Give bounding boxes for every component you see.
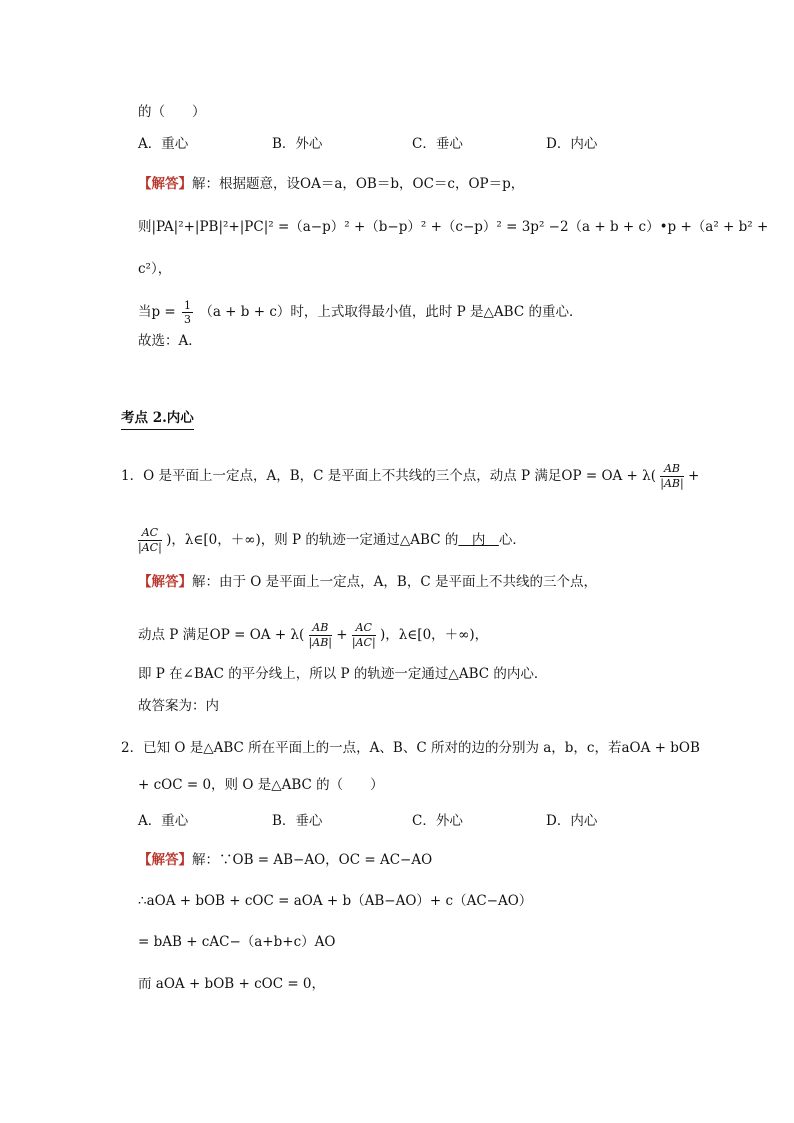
ab-denominator: |AB| bbox=[308, 636, 332, 649]
q1-solution-line-2 bbox=[138, 621, 488, 650]
option-c: C．垂心 bbox=[412, 136, 463, 152]
ac-denominator: |AC| bbox=[351, 636, 376, 649]
q1-solution-suffix: )，λ∈[0，＋∞)， bbox=[379, 627, 489, 643]
q1-solution-line-3: 即 P 在∠BAC 的平分线上，所以 P 的轨迹一定通过△ABC 的内心． bbox=[138, 666, 548, 682]
ac-numerator: AC bbox=[352, 621, 376, 636]
choice-line: 故选：A． bbox=[138, 333, 202, 349]
q2-option-b: B．垂心 bbox=[272, 813, 323, 829]
plus-sign: + bbox=[336, 627, 348, 643]
option-a: A．重心 bbox=[138, 136, 189, 152]
solution-line bbox=[138, 176, 524, 192]
ac-denominator: |AC| bbox=[138, 541, 162, 554]
q2-option-a: A．重心 bbox=[138, 813, 189, 829]
q1-solution-text: 解：由于 O 是平面上一定点，A，B，C 是平面上不共线的三个点， bbox=[192, 574, 597, 590]
expansion-line-2: c²）， bbox=[138, 261, 172, 277]
option-b: B．外心 bbox=[272, 136, 323, 152]
q2-solution-line-3: = bAB + cAC−（a+b+c）AO bbox=[138, 934, 336, 950]
minimum-suffix: （a + b + c）时，上式取得最小值，此时 P 是△ABC 的重心． bbox=[199, 304, 583, 320]
ac-unit-vector bbox=[352, 621, 376, 650]
q2-option-d: D．内心 bbox=[546, 813, 598, 829]
q2-solution-line-1 bbox=[138, 852, 432, 868]
q2-option-c: C．外心 bbox=[412, 813, 463, 829]
answer-label: 【解答】 bbox=[138, 574, 192, 590]
answer-blank: 内 bbox=[458, 532, 499, 548]
q1-stem-prefix: 1．O 是平面上一定点，A，B，C 是平面上不共线的三个点，动点 P 满足OP = OA + λ( bbox=[121, 468, 656, 484]
q2-solution-text: 解：∵OB = AB−AO，OC = AC−AO bbox=[192, 852, 433, 868]
q2-stem-line-2: + cOC = 0，则 O 是△ABC 的（ ） bbox=[138, 777, 384, 793]
q2-stem-line-1: 2．已知 O 是△ABC 所在平面上的一点，A、B、C 所对的边的分别为 a，b，c，若aOA + bOB bbox=[121, 740, 700, 756]
minimum-line bbox=[138, 299, 582, 326]
ab-unit-vector bbox=[309, 621, 332, 650]
q1-solution-line-1 bbox=[138, 574, 597, 590]
q2-solution-line-2: ∴aOA + bOB + cOC = aOA + b（AB−AO）+ c（AC−AO） bbox=[138, 893, 533, 909]
q1-stem-end: 心． bbox=[498, 532, 526, 548]
ab-numerator: AB bbox=[660, 462, 683, 477]
question-tail: 的（ ） bbox=[138, 104, 206, 120]
minimum-prefix: 当p = bbox=[138, 304, 176, 320]
fraction-denominator: 3 bbox=[184, 313, 192, 326]
option-d: D．内心 bbox=[546, 136, 598, 152]
plus-sign: + bbox=[688, 468, 700, 484]
fraction-numerator: 1 bbox=[184, 299, 192, 312]
one-third-fraction bbox=[182, 299, 193, 326]
q1-stem-suffix: )，λ∈[0，＋∞)，则 P 的轨迹一定通过△ABC 的 bbox=[166, 532, 459, 548]
section-title: 考点 2.内心 bbox=[121, 410, 194, 430]
q1-final-answer: 故答案为：内 bbox=[138, 698, 219, 714]
answer-label: 【解答】 bbox=[138, 852, 192, 868]
expansion-line-1: 则|PA|²+|PB|²+|PC|² =（a−p）² +（b−p）² +（c−p）² = 3p² −2（a + b + c）•p +（a² + b² + bbox=[138, 219, 769, 235]
q1-solution-prefix: 动点 P 满足OP = OA + λ( bbox=[138, 627, 305, 643]
ac-numerator: AC bbox=[138, 526, 162, 541]
q1-stem-line-1 bbox=[121, 462, 699, 491]
q1-stem-line-2 bbox=[138, 526, 526, 555]
q2-solution-line-4: 而 aOA + bOB + cOC = 0， bbox=[138, 976, 326, 992]
ab-unit-vector bbox=[660, 462, 683, 491]
ac-unit-vector bbox=[138, 526, 162, 555]
ab-numerator: AB bbox=[309, 621, 332, 636]
solution-text: 解：根据题意，设OA＝a，OB＝b，OC＝c，OP＝p， bbox=[192, 176, 525, 192]
ab-denominator: |AB| bbox=[660, 477, 684, 490]
answer-label: 【解答】 bbox=[138, 176, 192, 192]
